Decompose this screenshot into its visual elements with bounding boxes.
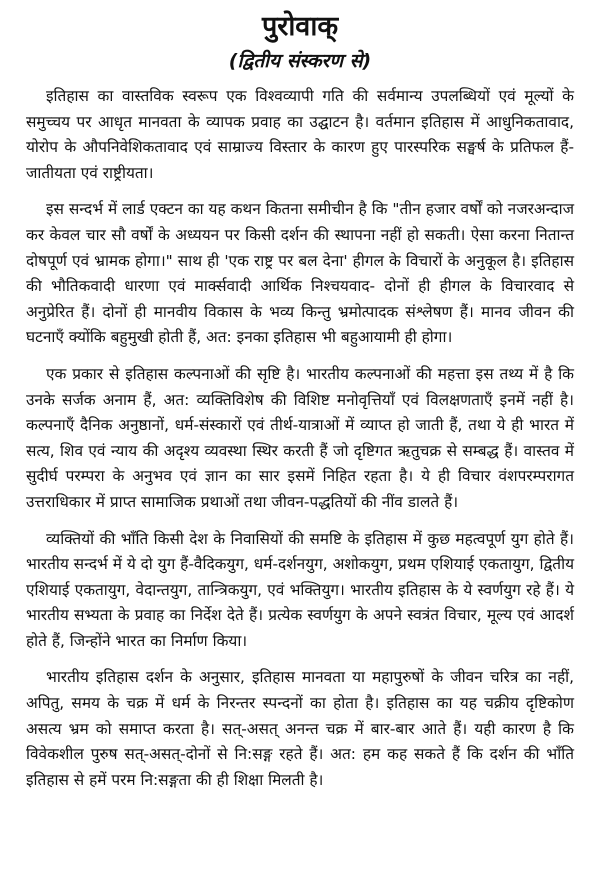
paragraph-4: व्यक्तियों की भाँति किसी देश के निवासियों की समष्टि के इतिहास में कुछ महत्वपूर्ण युग होते हैं। भारतीय सन्दर्भ में ये दो युग हैं-वैदिकयुग, धर्म-दर्शनयुग, अशोकयुग, प्रथम एशियाई एकतायुग, द्वितीय एशियाई एकतायुग, वेदान्तयुग, तान्त्रिकयुग, एवं भक्तियुग। भारतीय इतिहास के ये स्वर्णयुग रहे हैं। ये भारतीय सभ्यता के प्रवाह का निर्देश देते हैं। प्रत्येक स्वर्णयुग के अपने स्वत्रंत विचार, मूल्य एवं आदर्श होते हैं, जिन्होंने भारत का निर्माण किया।: [26, 529, 574, 650]
paragraph-2: इस सन्दर्भ में लार्ड एक्टन का यह कथन कितना समीचीन है कि "तीन हजार वर्षों को नजरअन्दाज कर केवल चार सौ वर्षों के अध्ययन पर किसी दर्शन की स्थापना नहीं हो सकती। ऐसा करना नितान्त दोषपूर्ण एवं भ्रामक होगा।" साथ ही 'एक राष्ट्र पर बल देना' हीगल के विचारों के अनुकूल है। इतिहास की भौतिकवादी धारणा एवं मार्क्सवादी आर्थिक निश्चयवाद- दोनों ही हीगल के विचारवाद से अनुप्रेरित हैं। दोनों ही मानवीय विकास के भव्य किन्तु भ्रमोत्पादक संश्लेषण हैं। मानव जीवन की घटनाएँ क्योंकि बहुमुखी होती हैं, अत: इनका इतिहास भी बहुआयामी ही होगा।: [26, 200, 574, 347]
paragraph-5: भारतीय इतिहास दर्शन के अनुसार, इतिहास मानवता या महापुरुषों के जीवन चरित्र का नहीं, अपितु, समय के चक्र में धर्म के निरन्तर स्पन्दनों का होता है। इतिहास का यह चक्रीय दृष्टिकोण असत्य भ्रम को समाप्त करता है। सत्-असत् अनन्त चक्र में बार-बार आते हैं। यही कारण है कि विवेकशील पुरुष सत्-असत्-दोनों से नि:सङ्ग रहते हैं। अत: हम कह सकते हैं कि दर्शन की भाँति इतिहास से हमें परम नि:सङ्गता की ही शिक्षा मिलती है।: [26, 668, 574, 789]
paragraph-1: इतिहास का वास्तविक स्वरूप एक विश्वव्यापी गति की सर्वमान्य उपलब्धियों एवं मूल्यों के समुच्चय पर आधृत मानवता के व्यापक प्रवाह का उद्घाटन है। वर्तमान इतिहास में आधुनिकतावाद, योरोप के औपनिवेशिकतावाद एवं साम्राज्य विस्तार के कारण हुए पारस्परिक सङ्घर्ष के प्रतिफल हैं- जातीयता एवं राष्ट्रीयता।: [26, 87, 574, 182]
page-title: पुरोवाक्: [261, 11, 339, 42]
page-subtitle: (द्वितीय संस्करण से): [228, 50, 372, 72]
paragraph-3: एक प्रकार से इतिहास कल्पनाओं की सृष्टि है। भारतीय कल्पनाओं की महत्ता इस तथ्य में है कि उनके सर्जक अनाम हैं, अत: व्यक्तिविशेष की विशिष्ट मनोवृत्तियाँ एवं विलक्षणताएँ इनमें नहीं है। कल्पनाएँ दैनिक अनुष्ठानों, धर्म-संस्कारों एवं तीर्थ-यात्राओं में व्याप्त हो जाती हैं, तथा ये ही भारत में सत्य, शिव एवं न्याय की अदृश्य व्यवस्था स्थिर करती हैं जो दृष्टिगत ऋतुचक्र से सम्बद्ध हैं। वास्तव में सुदीर्घ परम्परा के अनुभव एवं ज्ञान का सार इसमें निहित रहता है। ये ही विचार वंशपरम्परागत उत्तराधिकार में प्राप्त सामाजिक प्रथाओं तथा जीवन-पद्धतियों की नींव डालते हैं।: [26, 364, 574, 511]
